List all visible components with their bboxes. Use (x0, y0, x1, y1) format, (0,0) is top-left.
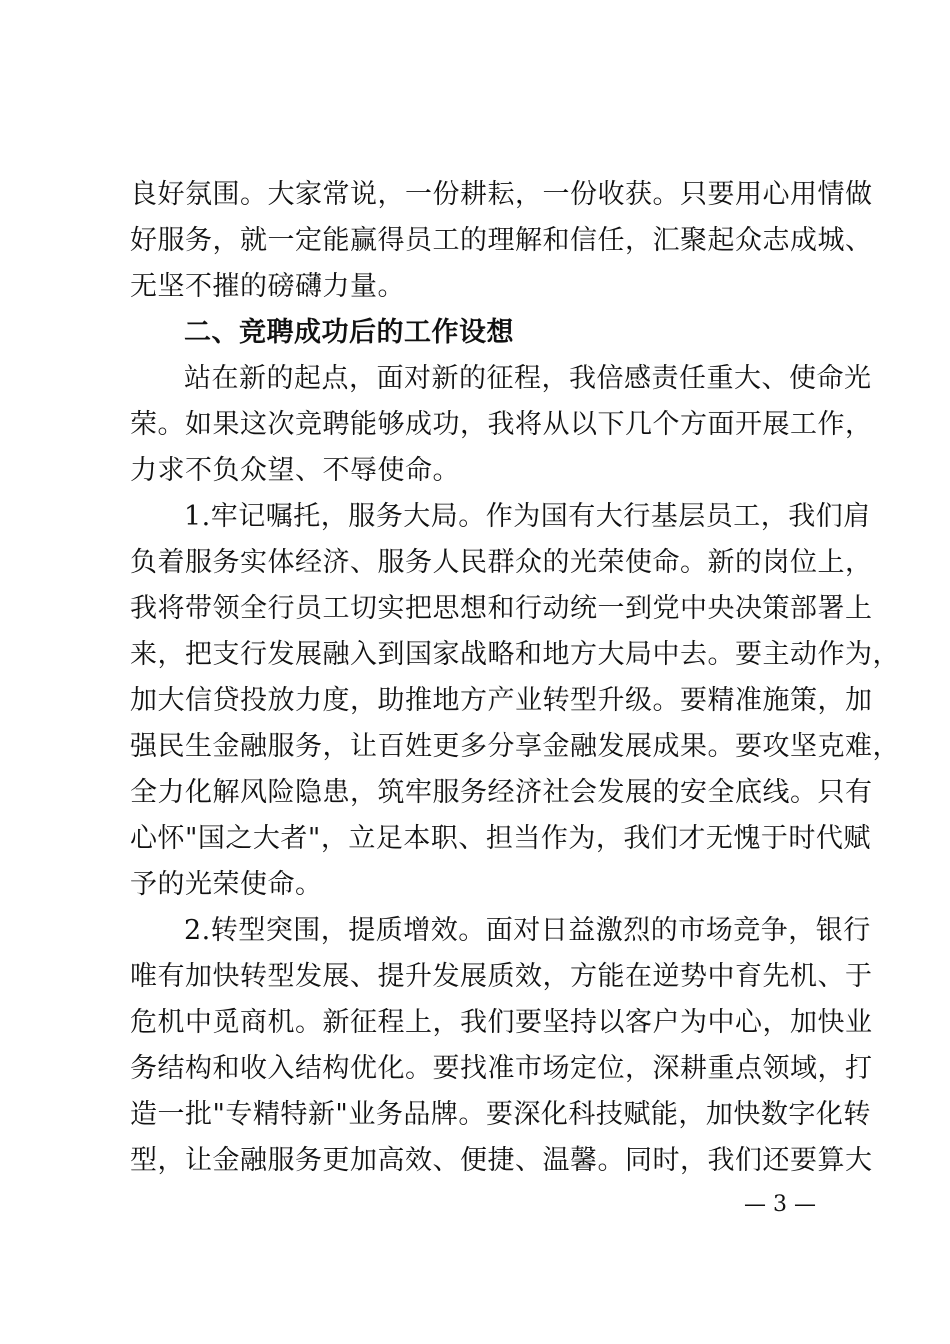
text-line: 我将带领全行员工切实把思想和行动统一到党中央决策部署上 (130, 593, 873, 624)
text-line: 2.转型突围，提质增效。面对日益激烈的市场竞争，银行 (184, 915, 871, 946)
text-line: 造一批"专精特新"业务品牌。要深化科技赋能，加快数字化转 (130, 1099, 871, 1130)
text-line: 加大信贷投放力度，助推地方产业转型升级。要精准施策，加 (130, 685, 873, 716)
page-number: — 3 — (744, 1192, 816, 1217)
text-line: 唯有加快转型发展、提升发展质效，方能在逆势中育先机、于 (130, 961, 873, 992)
text-line: 来，把支行发展融入到国家战略和地方大局中去。要主动作为， (130, 639, 900, 670)
text-line: 良好氛围。大家常说，一份耕耘，一份收获。只要用心用情做 (130, 179, 873, 210)
text-line: 型，让金融服务更加高效、便捷、温馨。同时，我们还要算大 (130, 1145, 873, 1176)
text-line: 强民生金融服务，让百姓更多分享金融发展成果。要攻坚克难， (130, 731, 900, 762)
text-line: 力求不负众望、不辱使命。 (130, 455, 460, 486)
section-heading: 二、竞聘成功后的工作设想 (184, 317, 514, 348)
text-line: 无坚不摧的磅礴力量。 (130, 271, 405, 302)
text-line: 心怀"国之大者"，立足本职、担当作为，我们才无愧于时代赋 (130, 823, 871, 854)
text-line: 危机中觅商机。新征程上，我们要坚持以客户为中心，加快业 (130, 1007, 873, 1038)
text-line: 务结构和收入结构优化。要找准市场定位，深耕重点领域，打 (130, 1053, 873, 1084)
text-line: 予的光荣使命。 (130, 869, 323, 900)
text-line: 全力化解风险隐患，筑牢服务经济社会发展的安全底线。只有 (130, 777, 873, 808)
text-line: 荣。如果这次竞聘能够成功，我将从以下几个方面开展工作， (130, 409, 873, 440)
body-text (130, 172, 900, 1184)
text-line: 负着服务实体经济、服务人民群众的光荣使命。新的岗位上， (130, 547, 873, 578)
text-line: 1.牢记嘱托，服务大局。作为国有大行基层员工，我们肩 (184, 501, 871, 532)
text-line: 站在新的起点，面对新的征程，我倍感责任重大、使命光 (184, 363, 872, 394)
text-line: 好服务，就一定能赢得员工的理解和信任，汇聚起众志成城、 (130, 225, 873, 256)
